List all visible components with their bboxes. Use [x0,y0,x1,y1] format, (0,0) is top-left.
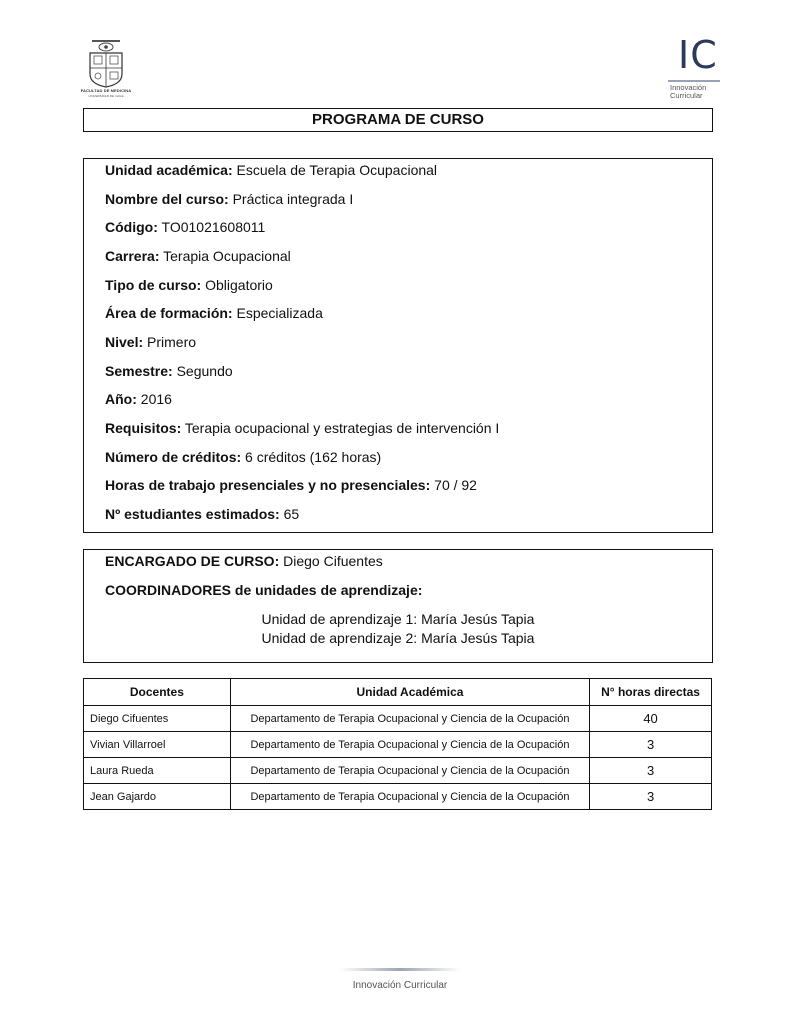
info-label: Número de créditos: [105,449,242,465]
info-label: Nombre del curso: [105,191,229,207]
info-label: Nº estudiantes estimados: [105,506,280,522]
page-title: PROGRAMA DE CURSO [312,111,484,128]
table-row [84,706,712,732]
info-label: Horas de trabajo presenciales y no presenciales: [105,477,431,493]
cell-docente: Jean Gajardo [84,784,231,810]
table-row [84,784,712,810]
info-anio [105,391,172,407]
cell-unidad: Departamento de Terapia Ocupacional y Ciencia de la Ocupación [230,784,589,810]
title-box [83,108,713,132]
logo-text-1: Innovación [670,83,707,92]
cell-unidad: Departamento de Terapia Ocupacional y Ciencia de la Ocupación [230,758,589,784]
info-value: Obligatorio [205,277,273,293]
info-value: Terapia ocupacional y estrategias de intervención I [184,420,500,436]
info-codigo [105,219,265,235]
info-nombre [105,191,353,207]
info-horas [105,477,477,493]
info-nivel [105,334,196,350]
encargado-line [105,553,383,569]
cell-horas: 3 [590,784,712,810]
page-footer [340,968,460,993]
info-value: Primero [147,334,197,350]
info-label: Área de formación: [105,305,233,321]
info-value: Terapia Ocupacional [163,248,291,264]
header-unidad: Unidad Académica [230,679,589,706]
cell-docente: Diego Cifuentes [84,706,231,732]
info-label: Requisitos: [105,420,182,436]
info-value: 65 [283,506,300,522]
info-label: Carrera: [105,248,160,264]
info-tipo [105,277,273,293]
info-unidad [105,162,437,178]
logo-caption-2: UNIVERSIDAD DE CHILE [88,94,124,98]
cell-horas: 40 [590,706,712,732]
university-seal-icon [84,40,128,88]
info-label: Tipo de curso: [105,277,202,293]
course-info-box [83,158,713,533]
logo-divider [668,80,720,82]
table-row [84,732,712,758]
info-area [105,305,323,321]
info-label: Código: [105,219,158,235]
unidad-aprendizaje-2: Unidad de aprendizaje 2: María Jesús Tapia [261,630,535,646]
cell-horas: 3 [590,732,712,758]
info-value: TO01021608011 [161,219,266,235]
coordinadores-line [105,582,422,598]
header-docentes: Docentes [84,679,231,706]
info-value: Práctica integrada I [232,191,354,207]
info-carrera [105,248,291,264]
logo-text-2: Curricular [670,91,703,100]
info-creditos [105,449,381,465]
table-row [84,758,712,784]
encargado-label: ENCARGADO DE CURSO: [105,553,280,569]
coordinadores-label: COORDINADORES de unidades de aprendizaje: [105,582,423,598]
docentes-table [83,678,712,810]
info-value: 70 / 92 [434,477,477,493]
cell-horas: 3 [590,758,712,784]
footer-text: Innovación Curricular [352,980,448,991]
encargado-box [83,549,713,663]
encargado-value: Diego Cifuentes [283,553,383,569]
innovacion-curricular-logo [666,33,722,102]
info-estudiantes [105,506,299,522]
info-semestre [105,363,233,379]
cell-docente: Vivian Villarroel [84,732,231,758]
info-label: Nivel: [105,334,144,350]
info-value: 2016 [140,391,172,407]
faculty-logo [80,40,132,100]
ic-mark: IC [678,33,718,77]
info-value: 6 créditos (162 horas) [245,449,382,465]
info-value: Especializada [236,305,323,321]
info-label: Semestre: [105,363,173,379]
cell-docente: Laura Rueda [84,758,231,784]
table-header-row [84,679,712,706]
info-requisitos [105,420,499,436]
info-label: Unidad académica: [105,162,233,178]
footer-divider [340,968,460,971]
unidad-aprendizaje-1: Unidad de aprendizaje 1: María Jesús Tapia [261,611,535,627]
header-horas: N° horas directas [590,679,712,706]
cell-unidad: Departamento de Terapia Ocupacional y Ciencia de la Ocupación [230,706,589,732]
info-label: Año: [105,391,137,407]
cell-unidad: Departamento de Terapia Ocupacional y Ciencia de la Ocupación [230,732,589,758]
info-value: Escuela de Terapia Ocupacional [236,162,438,178]
logo-caption-1: FACULTAD DE MEDICINA [80,88,132,93]
info-value: Segundo [176,363,233,379]
